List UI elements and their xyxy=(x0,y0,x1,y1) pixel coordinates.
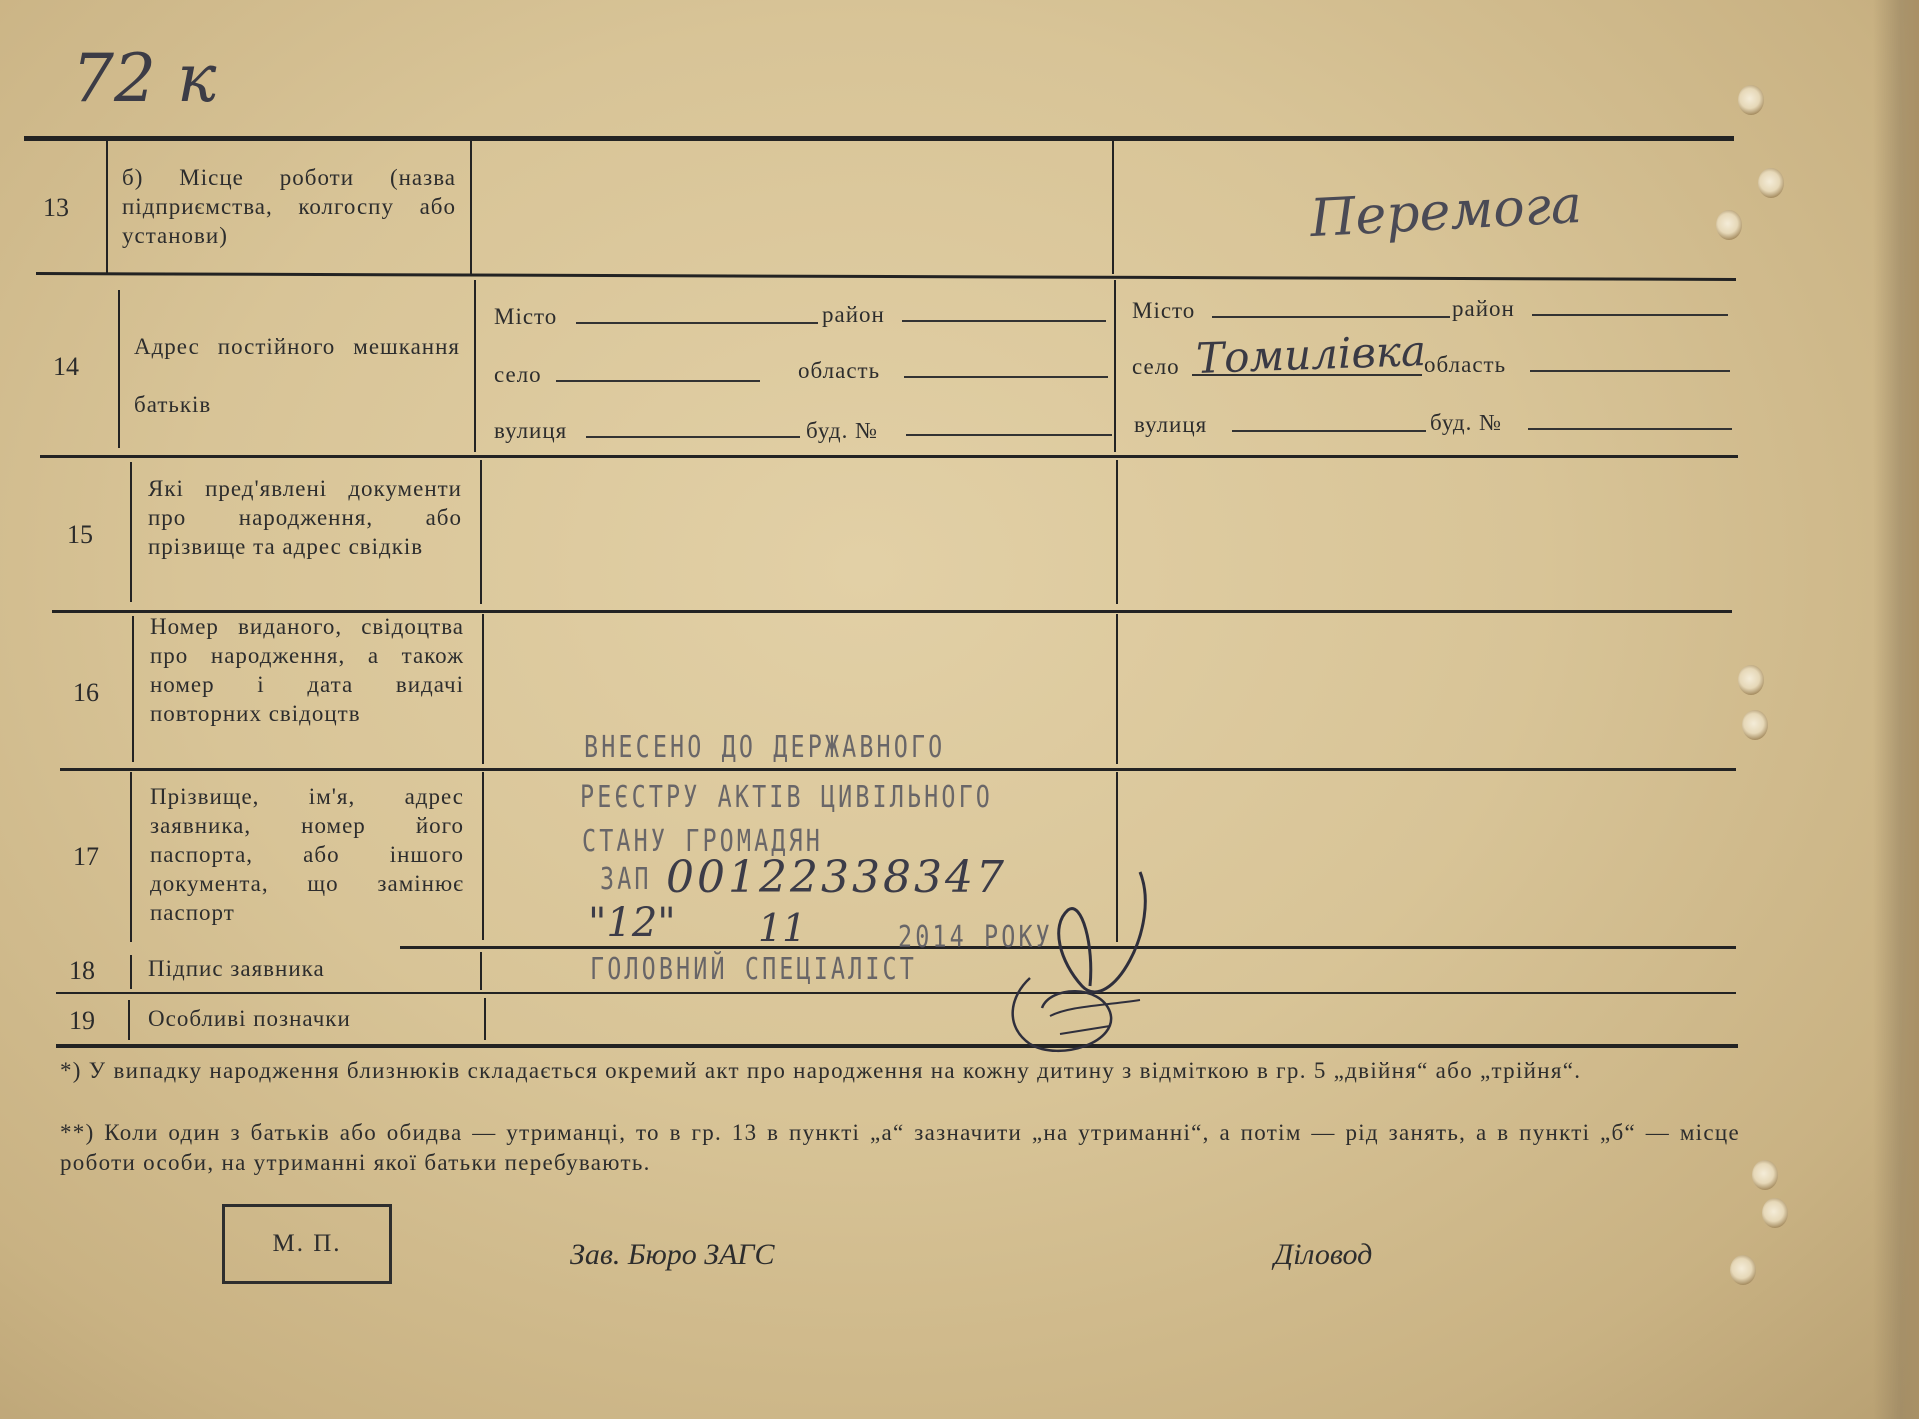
punch-hole xyxy=(1742,710,1768,740)
row-number: 14 xyxy=(53,352,79,381)
row-divider xyxy=(36,272,1736,280)
row-number: 16 xyxy=(73,678,99,707)
field-underline xyxy=(576,322,818,324)
handwritten-village: Томилівка xyxy=(1195,326,1427,383)
row-label: Особливі позначки xyxy=(148,1006,351,1031)
stamp-signer: ГОЛОВНИЙ СПЕЦІАЛІСТ xyxy=(590,952,917,987)
col-divider xyxy=(118,290,120,448)
row-label: Які пред'явлені документи про народження, або прізвище та адрес свідків xyxy=(148,476,462,559)
punch-hole xyxy=(1730,1255,1756,1285)
field-underline xyxy=(906,434,1112,436)
row-label: Адрес постійного мешкання батьків xyxy=(134,334,460,417)
punch-hole xyxy=(1738,665,1764,695)
address-street-label: вулиця xyxy=(1134,412,1208,437)
stamp-day: "12" xyxy=(588,900,676,946)
punch-hole xyxy=(1762,1198,1788,1228)
row-label: Підпис заявника xyxy=(148,956,325,981)
paper-edge xyxy=(1873,0,1919,1419)
row-number: 19 xyxy=(69,1006,95,1035)
col-divider xyxy=(482,614,484,764)
applicant-signature xyxy=(990,866,1180,1066)
col-divider xyxy=(1114,280,1116,452)
registry-head-label: Зав. Бюро ЗАГС xyxy=(570,1238,775,1271)
punch-hole xyxy=(1738,85,1764,115)
stamp-number-prefix: ЗАП xyxy=(600,862,652,897)
row-label: Номер виданого, свідоцтва про народження, а також номер і дата видачі повторних свідоцтв xyxy=(150,614,464,726)
col-divider xyxy=(474,280,476,452)
col-divider xyxy=(1116,460,1118,604)
address-region-label: область xyxy=(1424,352,1507,377)
address-region-label: область xyxy=(798,358,881,383)
col-divider xyxy=(128,1000,130,1040)
stamp-number: 00122338347 xyxy=(666,852,1007,903)
stamp-line: ВНЕСЕНО ДО ДЕРЖАВНОГО xyxy=(584,730,946,765)
row-label: б) Місце роботи (назва підприємства, колгоспу або установи) xyxy=(122,165,456,248)
field-underline xyxy=(586,436,800,438)
footnote-twins: *) У випадку народження близнюків складається окремий акт про народження на кожну дитину з відміткою в гр. 5 „двійня“ або „трійня“. xyxy=(60,1058,1582,1083)
corner-mark: 72 к xyxy=(72,40,217,117)
address-building-label: буд. № xyxy=(1430,410,1503,435)
row-divider xyxy=(60,768,1736,771)
col-divider xyxy=(1116,614,1118,764)
col-divider xyxy=(1112,140,1114,274)
stamp-line: СТАНУ ГРОМАДЯН xyxy=(582,824,823,859)
address-district-label: район xyxy=(822,302,885,327)
top-rule xyxy=(24,136,1734,141)
field-underline xyxy=(1528,428,1732,430)
footnote-dependents: **) Коли один з батьків або обидва — утриманці, то в гр. 13 в пункті „а“ зазначити „на утриманні“, а потім — рід занять, а в пункті „б“ — місце роботи особи, на утриманні якої батьки перебувають. xyxy=(60,1120,1740,1175)
col-divider xyxy=(484,998,486,1040)
col-divider xyxy=(130,955,132,989)
address-district-label: район xyxy=(1452,296,1515,321)
field-underline xyxy=(1532,314,1728,316)
row-label: Прізвище, ім'я, адрес заявника, номер його паспорта, або іншого документа, що замінює паспорт xyxy=(150,784,464,925)
clerk-label: Діловод xyxy=(1274,1238,1373,1271)
field-underline xyxy=(556,380,760,382)
field-underline xyxy=(1232,430,1426,432)
col-divider xyxy=(130,462,132,602)
punch-hole xyxy=(1752,1160,1778,1190)
col-divider xyxy=(132,616,134,762)
row-number: 17 xyxy=(73,842,99,871)
field-underline xyxy=(902,320,1106,322)
punch-hole xyxy=(1716,210,1742,240)
col-divider xyxy=(470,140,472,274)
address-street-label: вулиця xyxy=(494,418,568,443)
col-divider xyxy=(106,140,108,274)
row-number: 13 xyxy=(43,193,69,222)
stamp-year: 2014 РОКУ xyxy=(898,920,1053,955)
stamp-month: 11 xyxy=(758,906,807,950)
field-underline xyxy=(1530,370,1730,372)
row-number: 15 xyxy=(67,520,93,549)
col-divider xyxy=(480,460,482,604)
punch-hole xyxy=(1758,168,1784,198)
handwritten-workplace: Перемога xyxy=(1308,174,1584,250)
row-divider xyxy=(40,455,1738,458)
stamp-line: РЕЄСТРУ АКТІВ ЦИВІЛЬНОГО xyxy=(580,780,993,815)
col-divider xyxy=(130,772,132,942)
address-city-label: Місто xyxy=(1132,298,1196,323)
bottom-rule xyxy=(56,1044,1738,1048)
address-building-label: буд. № xyxy=(806,418,879,443)
address-city-label: Місто xyxy=(494,304,558,329)
seal-box: М. П. xyxy=(222,1204,392,1284)
row-number: 18 xyxy=(69,956,95,985)
field-underline xyxy=(904,376,1108,378)
col-divider xyxy=(482,772,484,940)
field-underline xyxy=(1212,316,1450,318)
col-divider xyxy=(480,952,482,990)
row-divider xyxy=(56,992,1736,994)
address-village-label: село xyxy=(1132,354,1180,379)
address-village-label: село xyxy=(494,362,542,387)
